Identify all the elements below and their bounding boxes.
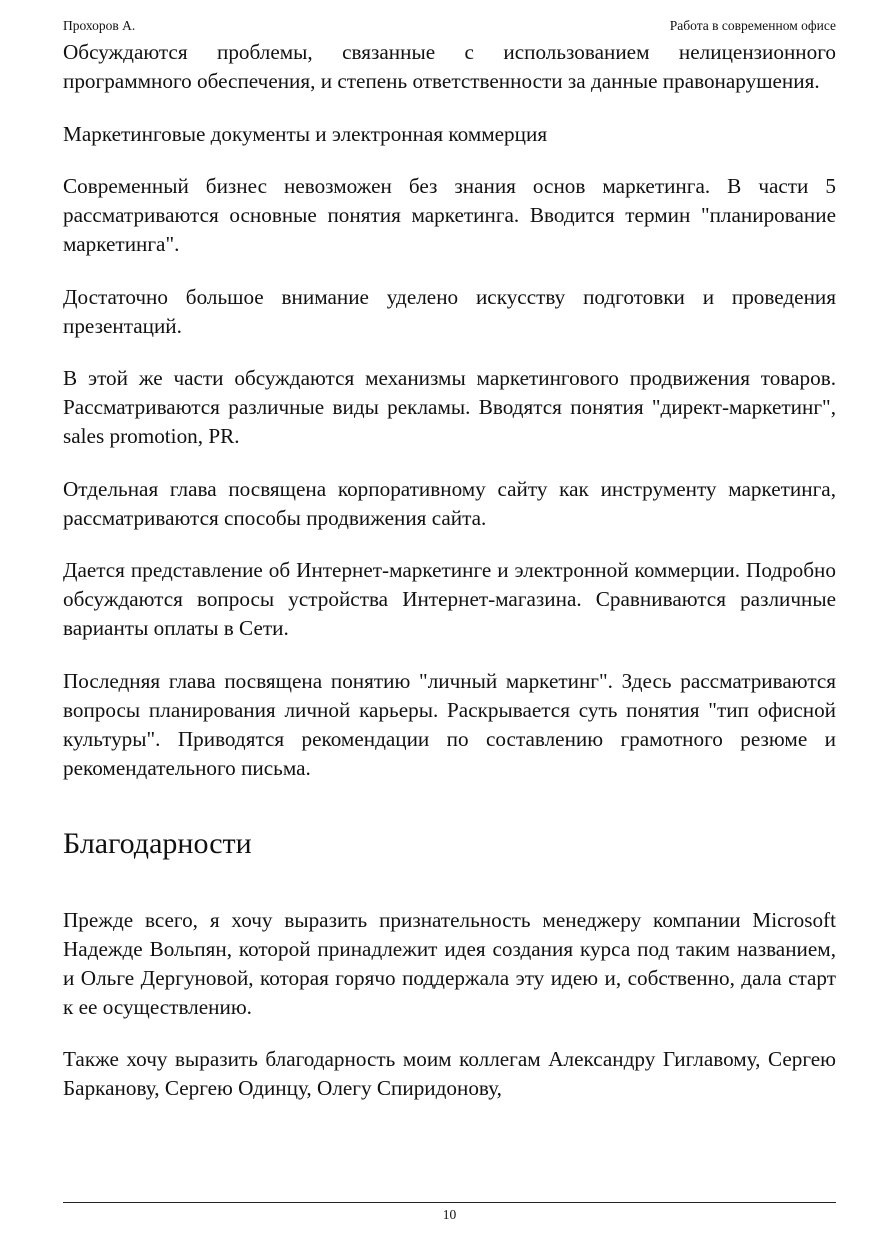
paragraph: Маркетинговые документы и электронная коммерция [63,121,548,146]
paragraph: Современный бизнес невозможен без знания основ маркетинга. В части 5 рассматриваются основные понятия маркетинга. Вводится термин "планирование маркетинга". [63,174,836,256]
paragraph: Достаточно большое внимание уделено искусству подготовки и проведения презентаций. [63,284,836,338]
paragraph: Дается представление об Интернет-маркетинге и электронной коммерции. Подробно обсуждаются вопросы устройства Интернет-магазина. Сравниваются различные варианты оплаты в Сети. [63,558,836,640]
body-text [63,38,836,1103]
paragraph: В этой же части обсуждаются механизмы маркетингового продвижения товаров. Рассматриваются различные виды рекламы. Вводятся понятия "директ-маркетинг", sales promotion, PR. [63,366,836,448]
page-content-area [63,0,836,1197]
paragraph: Отдельная глава посвящена корпоративному сайту как инструменту маркетинга, рассматриваются способы продвижения сайта. [63,476,836,530]
footer-divider [63,1202,836,1203]
header-author: Прохоров А. [63,18,136,33]
paragraph: Обсуждаются проблемы, связанные с использованием нелицензионного программного обеспечения, и степень ответственности за данные правонарушения. [63,40,836,93]
paragraph: Последняя глава посвящена понятию "личный маркетинг". Здесь рассматриваются вопросы планирования личной карьеры. Раскрывается суть понятия "тип офисной культуры". Приводятся рекомендации по составлению грамотного резюме и рекомендательного письма. [63,668,836,780]
paragraph: Прежде всего, я хочу выразить признательность менеджеру компании Microsoft Надежде Вольпян, которой принадлежит идея создания курса под таким названием, и Ольге Дергуновой, которая горячо поддержала эту идею и, собственно, дала старт к ее осуществлению. [63,907,836,1019]
document-page [63,0,836,1241]
header-book-title: Работа в современном офисе [669,18,836,33]
section-heading: Благодарности [63,826,252,860]
paragraph: Также хочу выразить благодарность моим коллегам Александру Гиглавому, Сергею Барканову, Сергею Одинцу, Олегу Спиридонову, [63,1047,836,1100]
page-number: 10 [442,1207,457,1222]
